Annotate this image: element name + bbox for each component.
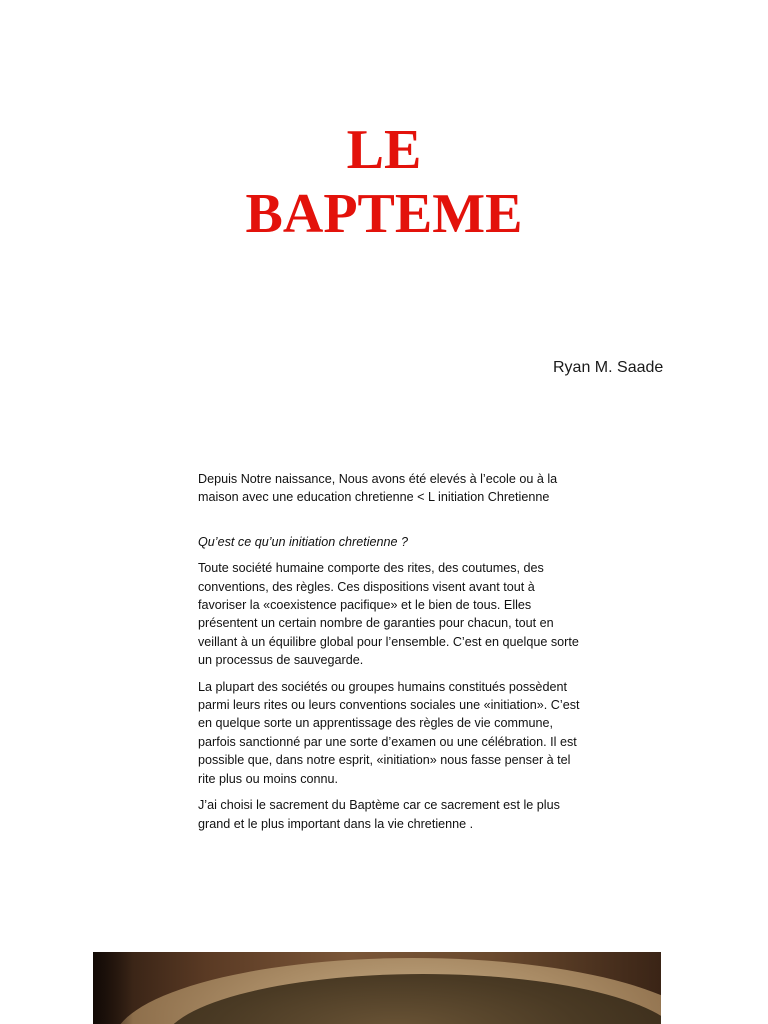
paragraph-2: La plupart des sociétés ou groupes humains constitués possèdent parmi leurs rites ou leurs conventions sociales une «initiation». C’est en quelque sorte un apprentissage des règles de vie commune, parfois sanctionné par une sorte d’examen ou une célébration. Il est possible que, dans notre esprit, «initiation» nous fasse penser à tel rite plus ou moins connu. [198, 679, 580, 786]
photo-shadow [93, 952, 133, 1024]
author-name: Ryan M. Saade [553, 359, 664, 376]
baptismal-font-photo [93, 952, 661, 1024]
paragraph-1: Toute société humaine comporte des rites, des coutumes, des conventions, des règles. Ces dispositions visent avant tout à favoriser la «coexistence pacifique» et le bien de tous. Elles présentent un certain nombre de garanties pour chacun, tout en veillant à un équilibre global pour l’ensemble. C’est en quelque sorte un processus de sauvegarde. [198, 561, 579, 668]
document-body [198, 470, 586, 841]
document-title [0, 118, 768, 246]
title-line-1: LE [346, 119, 422, 181]
paragraph-3: J’ai choisi le sacrement du Baptème car ce sacrement est le plus grand et le plus important dans la vie chretienne . [198, 798, 560, 831]
section-question: Qu’est ce qu’un initiation chretienne ? [198, 534, 409, 549]
intro-paragraph: Depuis Notre naissance, Nous avons été elevés à l’ecole ou à la maison avec une education chretienne < L initiation Chretienne [198, 472, 558, 505]
title-line-2: BAPTEME [245, 183, 523, 245]
